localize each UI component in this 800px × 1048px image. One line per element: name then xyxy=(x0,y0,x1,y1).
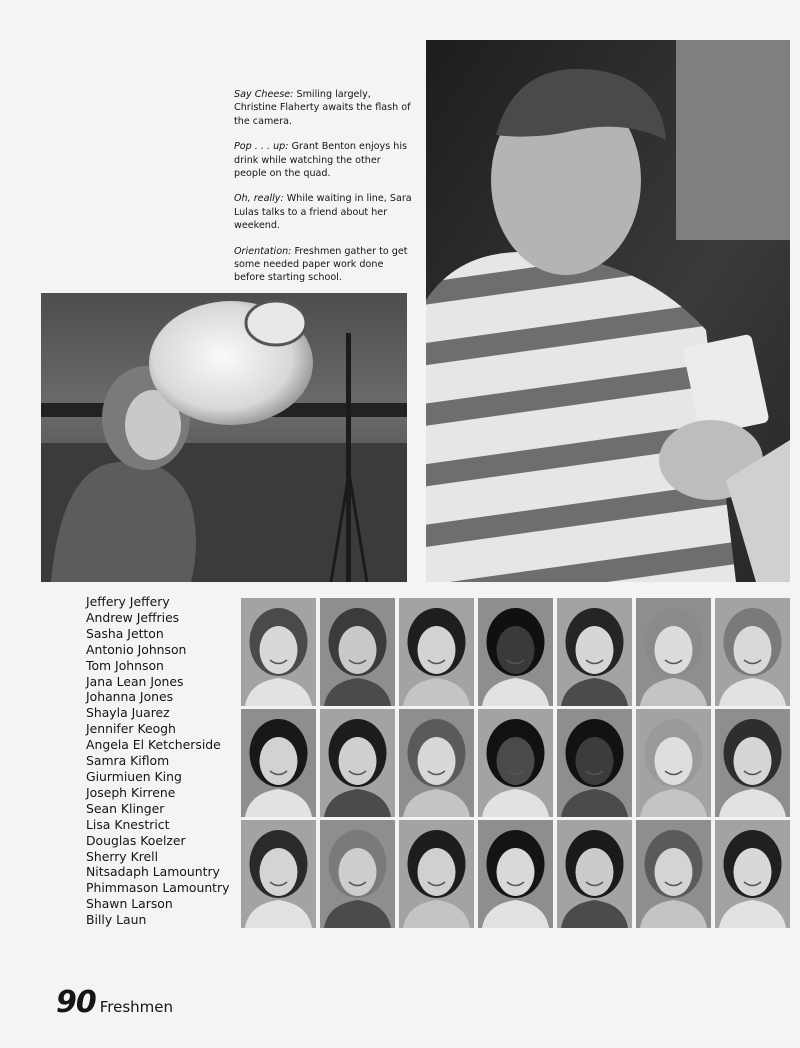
student-name: Joseph Kirrene xyxy=(86,784,176,800)
student-name: Sherry Krell xyxy=(86,848,159,864)
student-name: Lisa Knestrict xyxy=(86,816,170,832)
caption-orientation: Orientation: Freshmen gather to get some needed paper work done before starting school. xyxy=(234,245,408,284)
student-name: Sasha Jetton xyxy=(86,625,164,641)
student-name: Douglas Koelzer xyxy=(86,832,186,848)
caption-pop-up: Pop . . . up: Grant Benton enjoys his drink while watching the other people on the quad. xyxy=(234,141,408,180)
caption-say-cheese: Say Cheese: Smiling largely, Christine Flaherty awaits the flash of the camera. xyxy=(234,89,411,127)
student-portrait xyxy=(478,598,553,706)
student-portrait xyxy=(636,709,711,817)
page-number: 90 xyxy=(56,985,96,1020)
student-name: Nitsadaph Lamountry xyxy=(86,864,220,880)
portrait-grid xyxy=(241,598,789,928)
student-portrait xyxy=(715,820,790,928)
student-portrait xyxy=(399,709,474,817)
student-portrait xyxy=(399,820,474,928)
student-name: Tom Johnson xyxy=(86,657,164,673)
student-name: Shawn Larson xyxy=(86,896,173,912)
student-name: Jeffery Jeffery xyxy=(86,594,170,609)
student-name: Billy Laun xyxy=(86,912,147,928)
student-portrait xyxy=(399,598,474,706)
student-portrait xyxy=(715,709,790,817)
student-portrait xyxy=(636,598,711,706)
student-portrait xyxy=(557,598,632,706)
student-portrait xyxy=(478,709,553,817)
student-name: Johanna Jones xyxy=(86,689,174,705)
student-portrait xyxy=(636,820,711,928)
student-name: Angela El Ketcherside xyxy=(86,737,221,753)
student-name: Giurmiuen King xyxy=(86,768,182,784)
student-name: Antonio Johnson xyxy=(86,641,187,657)
student-name: Sean Klinger xyxy=(86,800,165,816)
student-name: Jennifer Keogh xyxy=(86,721,176,737)
student-portrait xyxy=(320,820,395,928)
student-portrait xyxy=(715,598,790,706)
student-portrait xyxy=(241,598,316,706)
student-portrait xyxy=(478,820,553,928)
student-name: Samra Kiflom xyxy=(86,753,170,769)
caption-oh-really: Oh, really: While waiting in line, Sara Lulas talks to a friend about her weekend. xyxy=(234,193,412,232)
photo-boy-with-cup xyxy=(426,40,790,582)
student-name: Jana Lean Jones xyxy=(86,673,184,689)
section-label: Freshmen xyxy=(99,998,174,1016)
student-name: Andrew Jeffries xyxy=(86,609,180,625)
student-name-list xyxy=(86,594,246,928)
page-folio xyxy=(56,985,173,1020)
student-name: Phimmason Lamountry xyxy=(86,880,230,896)
student-portrait xyxy=(320,709,395,817)
student-portrait xyxy=(320,598,395,706)
student-portrait xyxy=(241,820,316,928)
student-portrait xyxy=(241,709,316,817)
student-name: Shayla Juarez xyxy=(86,705,170,721)
student-portrait xyxy=(557,709,632,817)
student-portrait xyxy=(557,820,632,928)
photo-girl-with-lamp xyxy=(41,293,407,582)
photo-captions xyxy=(234,88,414,297)
